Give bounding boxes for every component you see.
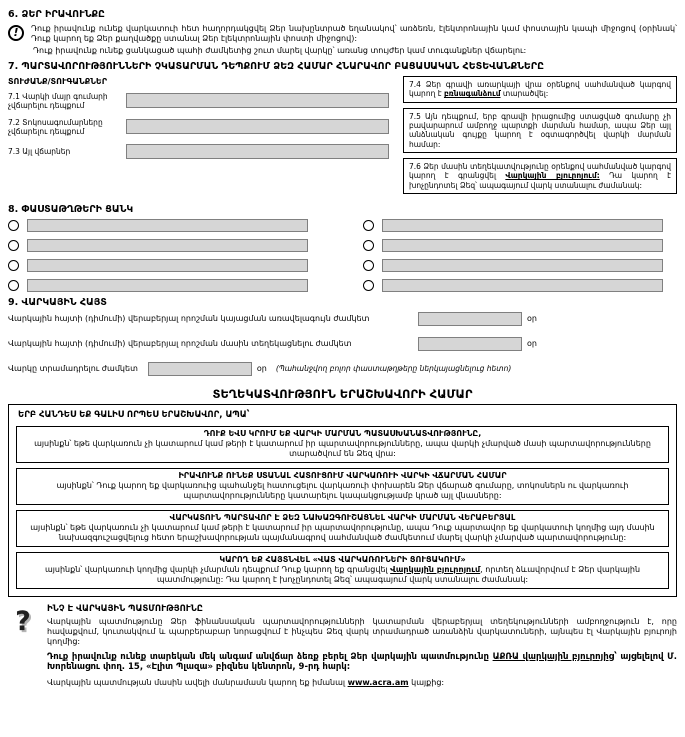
credit-history-section	[8, 604, 677, 690]
acra-address-text	[47, 652, 677, 673]
note-emphasis: Վարկային բյուրոյում:	[505, 171, 600, 181]
document-item	[363, 239, 663, 252]
disbursement-term-field[interactable]	[148, 362, 252, 376]
decision-term-field[interactable]	[418, 312, 522, 326]
note-text: 7.6 Ձեր մասին տեղեկատվությունը օրենքով սահմանված կարգով կարող է գրանցվել	[409, 162, 671, 181]
info-icon: !	[8, 25, 24, 41]
document-item	[363, 219, 663, 232]
guarantor-blacklist-box	[16, 552, 669, 589]
penalties-subtitle: ՏՈՒԺԱՆՔ/ՏՈՒԳԱՆՔՆԵՐ	[8, 76, 108, 86]
credit-bureau-note	[403, 158, 677, 194]
communication-right-text: Դուք իրավունք ունեք վարկատուի հետ հաղորդակցվել Ձեր նախընտրած եղանակով՝ առձեռն, էլեկտրոնային կամ փոստային կապի միջոցով (օրինակ՝ Դուք կարող եք Ձեր քաղվածքը ստանալ Ձեր էլեկտրոնային փոստի միջոցով):	[31, 23, 677, 43]
guarantor-box-text: այսինքն՝ Դուք կարող եք վարկառուից պահանջել հատուցելու վարկառուի փոխարեն Ձեր վճարած գումարը, տոկոսներն ու վարկառուի պարտավորությունները կատարելու կապակցությամբ կրած այլ վնասները:	[56, 480, 629, 500]
notification-term-field[interactable]	[418, 337, 522, 351]
document-field[interactable]	[382, 219, 663, 232]
penalty-principal-field[interactable]	[126, 93, 389, 108]
section-your-rights	[8, 9, 677, 56]
document-item	[8, 239, 308, 252]
document-field[interactable]	[382, 239, 663, 252]
document-field[interactable]	[382, 279, 663, 292]
document-radio[interactable]	[363, 220, 374, 231]
guarantor-box-heading: ԻՐԱՎՈՒՆՔ ՈՒՆԵՔ ՍՏԱՆԱԼ ՀԱՏՈՒՑՈՒՄ ՎԱՐԿԱՌՈՒԻ ՎԱՐԿԻ ՎՃԱՐՄԱՆ ՀԱՄԱՐ	[178, 470, 507, 480]
guarantor-box-text: , որտեղ ձևավորվում է Ձեր վարկային պատմությունը: Դա կարող է խոչընդոտել Ձեզ՝ ապագայում վարկ ստանալու ժամանակ:	[156, 564, 641, 584]
guarantor-responsibility-box	[16, 426, 669, 463]
days-unit-label: օր	[256, 363, 267, 373]
document-radio[interactable]	[8, 280, 19, 291]
days-unit-label: օր	[527, 338, 537, 348]
document-radio[interactable]	[363, 280, 374, 291]
note-text: Դա կարող է խոչընդոտել Ձեզ՝ ապագայում վարկ ստանալու ժամանակ:	[409, 171, 671, 190]
document-radio[interactable]	[8, 240, 19, 251]
section-documents-list	[8, 204, 677, 292]
credit-history-footer	[47, 678, 677, 688]
personal-property-note	[403, 108, 677, 154]
section-loan-application	[8, 297, 677, 376]
document-item	[8, 219, 308, 232]
document-item	[8, 259, 308, 272]
penalty-other-field[interactable]	[126, 144, 389, 159]
document-field[interactable]	[382, 259, 663, 272]
footer-text: կայքից:	[408, 677, 445, 687]
guarantor-info-box	[8, 404, 677, 597]
guarantor-box-emphasis: Վարկային բյուրոյում	[390, 564, 481, 574]
document-field[interactable]	[27, 279, 308, 292]
penalty-other-row	[8, 144, 389, 159]
disbursement-term-note: (Պահանջվող բոլոր փաստաթղթերը ներկայացնելուց հետո)	[275, 364, 512, 374]
document-field[interactable]	[27, 259, 308, 272]
guarantor-box-heading: ԿԱՐՈՂ ԵՔ ՀԱՅՏՆՎԵԼ «ՎԱՏ ՎԱՐԿԱՌՈՒՆԵՐԻ ՑՈՒՑԱԿՈՒՄ»	[219, 554, 466, 564]
document-item	[363, 279, 663, 292]
acra-text: ՝ այցելելով Մ. Խորենացու փող. 15, «Էլիտ Պլազա» բիզնես կենտրոն, 9-րդ հարկ:	[47, 651, 678, 673]
guarantor-intro: ԵՐԲ ՀԱՆԴԵՍ ԵՔ ԳԱԼԻՍ ՈՐՊԵՍ ԵՐԱՇԽԱՎՈՐ, ԱՊԱ՝	[18, 410, 250, 421]
document-radio[interactable]	[8, 220, 19, 231]
disbursement-term-row	[8, 362, 677, 376]
footer-text: Վարկային պատմության մասին ավելի մանրամասն կարող եք իմանալ	[47, 677, 348, 687]
disbursement-term-label: Վարկը տրամադրելու ժամկետ	[8, 363, 138, 373]
guarantor-box-heading: ԴՈՒՔ ԵՎՍ ԿՐՈՒՄ ԵՔ ՎԱՐԿԻ ՄԱՐՄԱՆ ՊԱՏԱՍԽԱՆԱՏՎՈՒԹՅՈՒՆԸ,	[203, 428, 482, 438]
document-field[interactable]	[27, 239, 308, 252]
document-radio[interactable]	[363, 240, 374, 251]
penalty-interest-row	[8, 118, 389, 136]
decision-term-label: Վարկային հայտի (դիմումի) վերաբերյալ որոշման կայացման առավելագույն ժամկետ	[8, 313, 370, 323]
acra-text: Դուք իրավունք ունեք տարեկան մեկ անգամ անվճար ձեռք բերել Ձեր վարկային պատմությունը	[47, 651, 493, 662]
acra-website-link[interactable]: www.acra.am	[347, 677, 409, 687]
note-text: 7.4 Ձեր գրավի առարկայի վրա օրենքով սահմանված կարգով կարող է	[409, 79, 671, 99]
document-field[interactable]	[27, 219, 308, 232]
section8-title: 8. ՓԱՍՏԱԹՂԹԵՐԻ ՑԱՆԿ	[8, 204, 134, 216]
document-radio[interactable]	[8, 260, 19, 271]
penalty-principal-label: 7.1 Վարկի մայր գումարի չվճարելու դեպքում	[8, 91, 108, 110]
guarantor-box-text: այսինքն՝ վարկառուի կողմից վարկի չմարման դեպքում Դուք կարող եք գրանցվել	[44, 564, 391, 574]
note-text: տարածվել:	[500, 89, 549, 99]
acra-bureau-name: ԱՔՌԱ վարկային բյուրոյից	[492, 651, 615, 662]
credit-history-title: ԻՆՉ Է ՎԱՐԿԱՅԻՆ ՊԱՏՄՈՒԹՅՈՒՆԸ	[47, 603, 203, 614]
penalty-other-label: 7.3 Այլ վճարներ	[8, 146, 71, 156]
collateral-seizure-note	[403, 76, 677, 103]
document-radio[interactable]	[363, 260, 374, 271]
guarantor-section-title: ՏԵՂԵԿԱՏՎՈՒԹՅՈՒՆ ԵՐԱՇԽԱՎՈՐԻ ՀԱՄԱՐ	[212, 386, 473, 401]
early-repayment-right-text: Դուք իրավունք ունեք ցանկացած պահի ժամկետից շուտ մարել վարկը՝ առանց տույժեր կամ տուգանքներ վճարելու:	[33, 45, 527, 55]
penalty-interest-label: 7.2 Տոկոսագումարները չվճարելու դեպքում	[8, 117, 103, 136]
guarantor-box-text: այսինքն՝ եթե վարկառուն չի կատարում կամ թերի է կատարում իր պարտավորությունը, ապա Դուք պարտավոր եք վարկատուի կողմից այդ մասին նախազգուշացվելուց հետո երաշխավորության պայմանագրով սահմանված ժամկետում մարել վարկի չմարված պարտավորությունը:	[30, 522, 655, 542]
question-mark-icon: ?	[15, 606, 31, 637]
section9-title: 9. ՎԱՐԿԱՅԻՆ ՀԱՅՏ	[8, 297, 107, 308]
decision-term-row	[8, 312, 677, 326]
section-negative-consequences	[8, 61, 677, 199]
note-emphasis: բռնագանձում	[443, 89, 501, 99]
guarantor-box-text: այսինքն՝ եթե վարկառուն չի կատարում կամ թերի է կատարում իր պարտավորությունները, ապա վարկի չմարված մասի պարտավորությունները տարածվում են Ձեզ վրա:	[34, 438, 651, 458]
guarantor-warning-box	[16, 510, 669, 547]
credit-history-text: Վարկային պատմությունը Ձեր ֆինանսական պարտավորությունների կատարման վերաբերյալ տեղեկությունների ամբողջություն է, որը հավաքվում, կուտակվում և պարբերաբար նորացվում է ինչպես Ձեզ վարկ տրամադրած առանձին վարկատուների, այնպես էլ Վարկային բյուրոյի կողմից:	[47, 616, 677, 646]
days-unit-label: օր	[527, 313, 537, 323]
section6-title: 6. ՁԵՐ ԻՐԱՎՈՒՆՔԸ	[8, 9, 105, 20]
penalty-principal-row	[8, 92, 389, 110]
penalty-interest-field[interactable]	[126, 119, 389, 134]
guarantor-box-heading: ՎԱՐԿԱՏՈՒՆ ՊԱՐՏԱՎՈՐ Է ՁԵԶ ՆԱԽԱԶԳՈՒՇԱՑՆԵԼ ՎԱՐԿԻ ՄԱՐՄԱՆ ՎԵՐԱԲԵՐՅԱԼ	[169, 512, 516, 522]
notification-term-label: Վարկային հայտի (դիմումի) վերաբերյալ որոշման մասին տեղեկացնելու ժամկետ	[8, 338, 352, 348]
document-item	[8, 279, 308, 292]
document-item	[363, 259, 663, 272]
notification-term-row	[8, 337, 677, 351]
section7-title: 7. ՊԱՐՏԱՎՈՐՈՒԹՅՈՒՆՆԵՐԻ ՉԿԱՏԱՐՄԱՆ ԴԵՊՔՈՒՄ ՁԵԶ ՀԱՄԱՐ ՀՆԱՐԱՎՈՐ ԲԱՑԱՍԱԿԱՆ ՀԵՏԵՎԱՆՔՆԵՐԸ	[8, 60, 544, 72]
note-text: 7.5 Այն դեպքում, երբ գրավի իրացումից ստացված գումարը չի բավարարում ամբողջ պարտքի մարման համար, ապա Ձեր այլ անձնական գույքը կարող է օգտագործվել վարկի մարման համար:	[409, 111, 671, 149]
guarantor-compensation-box	[16, 468, 669, 505]
